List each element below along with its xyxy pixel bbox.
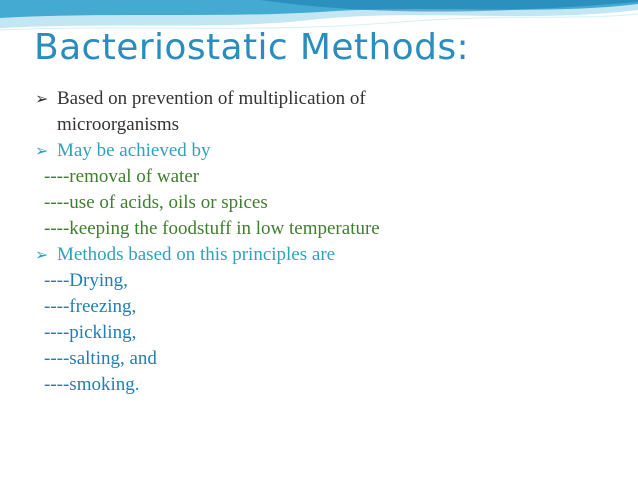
sub-item: ----salting, and: [44, 348, 157, 369]
slide-content: [35, 86, 625, 398]
sub-item: ----freezing,: [44, 296, 137, 317]
bullet-item: [35, 138, 625, 164]
sub-item: ----pickling,: [44, 322, 137, 343]
arrow-bullet-icon: ➢: [35, 245, 49, 264]
sub-item: ----removal of water: [44, 166, 200, 187]
bullet-continuation: microorganisms: [57, 114, 180, 135]
bullet-text: May be achieved by: [57, 140, 211, 161]
bullet-text: Methods based on this principles are: [57, 244, 336, 265]
bullet-item: [35, 242, 625, 268]
arrow-bullet-icon: ➢: [35, 89, 49, 108]
sub-item: ----keeping the foodstuff in low temperature: [44, 218, 380, 239]
sub-item: ----use of acids, oils or spices: [44, 192, 268, 213]
slide-title: Bacteriostatic Methods:: [34, 27, 470, 68]
bullet-item: [35, 86, 625, 112]
sub-item: ----smoking.: [44, 374, 140, 395]
arrow-bullet-icon: ➢: [35, 141, 49, 160]
bullet-text: Based on prevention of multiplication of: [57, 88, 366, 109]
sub-item: ----Drying,: [44, 270, 128, 291]
